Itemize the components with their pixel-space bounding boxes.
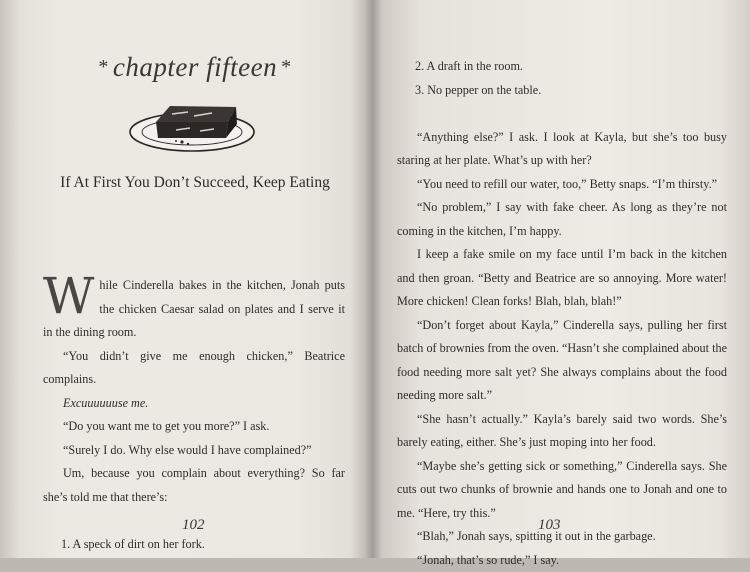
crumb xyxy=(187,143,189,145)
paragraph: “She hasn’t actually.” Kayla’s barely said two words. She’s barely eating, either. She’s just moping into her food. xyxy=(397,408,727,455)
crumb xyxy=(175,140,177,142)
chapter-heading xyxy=(60,52,330,83)
brownie-front xyxy=(156,122,228,138)
paragraph: “Anything else?” I ask. I look at Kayla, but she’s too busy staring at her plate. What’s up with her? xyxy=(397,126,727,173)
right-page-text xyxy=(397,55,727,572)
left-page-text xyxy=(43,274,345,556)
brownie-on-plate-illustration xyxy=(128,92,258,154)
paragraph: “Jonah, that’s so rude,” I say. xyxy=(397,549,727,572)
list-item: 2. A draft in the room. xyxy=(397,55,727,79)
left-page xyxy=(0,0,375,558)
paragraph: I keep a fake smile on my face until I’m back in the kitchen and then groan. “Betty and Beatrice are so annoying. More water! More chicken! Clean forks! Blah, blah, blah!” xyxy=(397,243,727,314)
star-ornament-left: * xyxy=(94,56,113,78)
star-ornament-right: * xyxy=(277,56,296,78)
paragraph-italic: Excuuuuuuse me. xyxy=(43,392,345,416)
paragraph: “No problem,” I say with fake cheer. As long as they’re not coming in the kitchen, I’m happy. xyxy=(397,196,727,243)
paragraph: Um, because you complain about everything? So far she’s told me that there’s: xyxy=(43,462,345,509)
paragraph: “Surely I do. Why else would I have complained?” xyxy=(43,439,345,463)
brownie-top xyxy=(156,106,236,122)
paragraph: “You need to refill our water, too,” Betty snaps. “I’m thirsty.” xyxy=(397,173,727,197)
paragraph: “Maybe she’s getting sick or something,” Cinderella says. She cuts out two chunks of brownie and hands one to Jonah and one to me. “Here, try this.” xyxy=(397,455,727,526)
paragraph: “Do you want me to get you more?” I ask. xyxy=(43,415,345,439)
chapter-title: If At First You Don’t Succeed, Keep Eating xyxy=(40,174,350,192)
paragraph: “Blah,” Jonah says, spitting it out in the garbage. xyxy=(397,525,727,549)
page-number: 102 xyxy=(182,517,205,534)
paragraph: While Cinderella bakes in the kitchen, Jonah puts the chicken Caesar salad on plates and I serve it in the dining room. xyxy=(43,274,345,345)
page-number: 103 xyxy=(538,517,561,534)
right-page xyxy=(375,0,750,558)
chapter-heading-text: chapter fifteen xyxy=(113,52,277,82)
paragraph: “Don’t forget about Kayla,” Cinderella says, pulling her first batch of brownies from the oven. “Hasn’t she complained about the food needing more salt yet? She always complains about the food needing more salt.” xyxy=(397,314,727,408)
drop-cap: W xyxy=(43,276,94,316)
paragraph: “You didn’t give me enough chicken,” Beatrice complains. xyxy=(43,345,345,392)
list-item: 3. No pepper on the table. xyxy=(397,79,727,103)
list-item: 1. A speck of dirt on her fork. xyxy=(43,533,345,557)
crumb xyxy=(180,140,183,143)
